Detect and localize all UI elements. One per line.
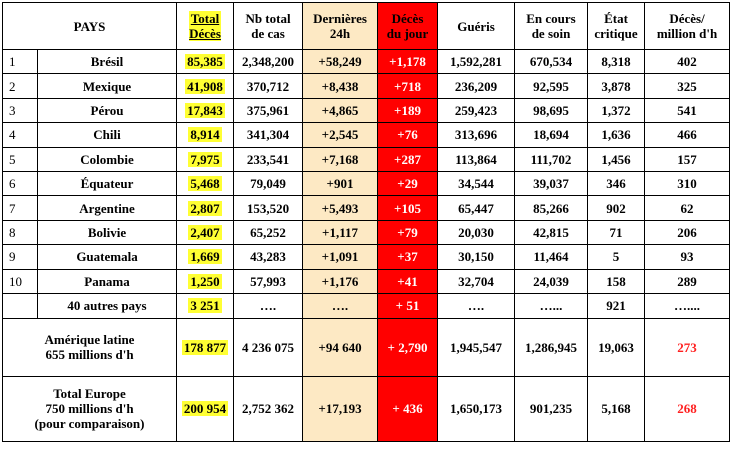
- others-gueris: ….: [438, 293, 515, 318]
- cell-rank: 8: [3, 220, 38, 244]
- cell-pays: Équateur: [38, 171, 177, 195]
- table-row: [3, 269, 730, 293]
- cell-deces-jour: +41: [378, 269, 438, 293]
- cell-total-deces: [177, 245, 234, 269]
- table-row: [3, 220, 730, 244]
- header-deces-jour: [378, 3, 438, 50]
- cell-total-deces: [177, 171, 234, 195]
- header-gueris-label: Guéris: [457, 18, 495, 34]
- cell-deces-million: 310: [645, 171, 730, 195]
- cell-en-cours: 24,039: [515, 269, 588, 293]
- others-total-deces: [177, 293, 234, 318]
- cell-rank: 2: [3, 74, 38, 98]
- latam-summary-row: [3, 318, 730, 376]
- cell-deces-jour: +37: [378, 245, 438, 269]
- header-deces-million-line1: Décès/: [669, 11, 705, 26]
- cell-deces-jour: +105: [378, 196, 438, 220]
- header-nb-total: [234, 3, 303, 50]
- cell-nb-total: 43,283: [234, 245, 303, 269]
- cell-en-cours: 85,266: [515, 196, 588, 220]
- cell-etat: 5: [588, 245, 645, 269]
- europe-pays-line3: (pour comparaison): [34, 416, 145, 432]
- cell-pays: Mexique: [38, 74, 177, 98]
- latam-pays-line1: Amérique latine: [44, 332, 135, 348]
- cell-pays: Argentine: [38, 196, 177, 220]
- cell-dernieres: +4,865: [303, 98, 378, 122]
- cell-deces-million: 62: [645, 196, 730, 220]
- cell-deces-million: 325: [645, 74, 730, 98]
- header-total-deces-line1: Total: [190, 11, 220, 26]
- table-row: [3, 196, 730, 220]
- latam-en-cours: 1,286,945: [515, 318, 588, 376]
- cell-dernieres: +901: [303, 171, 378, 195]
- header-pays: [3, 3, 177, 50]
- cell-rank: 4: [3, 123, 38, 147]
- europe-nb-total: 2,752 362: [234, 376, 303, 441]
- cell-rank: 7: [3, 196, 38, 220]
- europe-pays-line2: 750 millions d'h: [45, 401, 134, 417]
- cell-deces-jour: +76: [378, 123, 438, 147]
- header-en-cours: [515, 3, 588, 50]
- cell-etat: 158: [588, 269, 645, 293]
- header-nb-total-line2: de cas: [251, 26, 285, 41]
- latam-etat: 19,063: [588, 318, 645, 376]
- cell-rank: 10: [3, 269, 38, 293]
- cell-nb-total: 65,252: [234, 220, 303, 244]
- europe-total-deces: [177, 376, 234, 441]
- latam-deces-million: 273: [645, 318, 730, 376]
- cell-gueris: 113,864: [438, 147, 515, 171]
- cell-gueris: 65,447: [438, 196, 515, 220]
- cell-total-deces: [177, 269, 234, 293]
- cell-gueris: 236,209: [438, 74, 515, 98]
- header-deces-jour-line2: du jour: [386, 26, 429, 41]
- cell-total-deces: [177, 196, 234, 220]
- cell-nb-total: 233,541: [234, 147, 303, 171]
- europe-pays-line1: Total Europe: [53, 386, 126, 402]
- cell-total-deces: [177, 123, 234, 147]
- header-etat-line2: critique: [594, 26, 638, 41]
- cell-dernieres: +1,176: [303, 269, 378, 293]
- cell-rank: 5: [3, 147, 38, 171]
- cell-total-deces: [177, 50, 234, 74]
- cell-en-cours: 42,815: [515, 220, 588, 244]
- others-deces-million: …....: [645, 293, 730, 318]
- cell-etat: 71: [588, 220, 645, 244]
- cell-nb-total: 79,049: [234, 171, 303, 195]
- latam-gueris: 1,945,547: [438, 318, 515, 376]
- header-deces-million: [645, 3, 730, 50]
- cell-nb-total: 370,712: [234, 74, 303, 98]
- latam-total-deces-value: 178 877: [183, 339, 227, 355]
- header-dernieres-line2: 24h: [329, 26, 351, 41]
- cell-total-deces-value: 2,807: [190, 200, 220, 216]
- table-row: [3, 171, 730, 195]
- cell-deces-jour: +189: [378, 98, 438, 122]
- table-body: [3, 50, 730, 442]
- others-dernieres: ….: [303, 293, 378, 318]
- cell-nb-total: 57,993: [234, 269, 303, 293]
- header-total-deces-line2: Décès: [189, 26, 221, 41]
- cell-total-deces: [177, 74, 234, 98]
- cell-gueris: 1,592,281: [438, 50, 515, 74]
- cell-rank: 1: [3, 50, 38, 74]
- others-pays: 40 autres pays: [38, 293, 177, 318]
- header-etat: [588, 3, 645, 50]
- header-pays-label: PAYS: [73, 18, 106, 34]
- header-total-deces: [177, 3, 234, 50]
- cell-deces-jour: +1,178: [378, 50, 438, 74]
- header-etat-line1: État: [604, 11, 628, 26]
- cell-deces-million: 541: [645, 98, 730, 122]
- cell-rank: 9: [3, 245, 38, 269]
- header-en-cours-line2: de soin: [531, 26, 571, 41]
- cell-total-deces-value: 7,975: [190, 151, 220, 167]
- header-deces-jour-line1: Décès: [391, 11, 424, 26]
- cell-pays: Panama: [38, 269, 177, 293]
- cell-deces-million: 206: [645, 220, 730, 244]
- cell-deces-jour: +79: [378, 220, 438, 244]
- cell-deces-million: 93: [645, 245, 730, 269]
- cell-deces-jour: +29: [378, 171, 438, 195]
- cell-pays: Colombie: [38, 147, 177, 171]
- header-deces-million-line2: million d'h: [656, 26, 718, 41]
- cell-gueris: 32,704: [438, 269, 515, 293]
- cell-pays: Bolivie: [38, 220, 177, 244]
- cell-deces-million: 289: [645, 269, 730, 293]
- cell-etat: 1,636: [588, 123, 645, 147]
- latam-total-deces: [177, 318, 234, 376]
- cell-total-deces-value: 2,407: [190, 224, 220, 240]
- cell-en-cours: 11,464: [515, 245, 588, 269]
- europe-deces-million: 268: [645, 376, 730, 441]
- latam-pays: [3, 318, 177, 376]
- table-row: [3, 50, 730, 74]
- cell-deces-million: 402: [645, 50, 730, 74]
- europe-deces-jour: + 436: [378, 376, 438, 441]
- latam-dernieres: +94 640: [303, 318, 378, 376]
- others-nb-total: ….: [234, 293, 303, 318]
- cell-dernieres: +2,545: [303, 123, 378, 147]
- cell-pays: Pérou: [38, 98, 177, 122]
- header-row: [3, 3, 730, 50]
- cell-en-cours: 111,702: [515, 147, 588, 171]
- cell-total-deces-value: 5,468: [190, 176, 220, 192]
- cell-gueris: 259,423: [438, 98, 515, 122]
- others-etat: 921: [588, 293, 645, 318]
- europe-pays: [3, 376, 177, 441]
- others-en-cours: …...: [515, 293, 588, 318]
- others-deces-jour: + 51: [378, 293, 438, 318]
- cell-total-deces: [177, 98, 234, 122]
- cell-rank: 3: [3, 98, 38, 122]
- cell-dernieres: +8,438: [303, 74, 378, 98]
- cell-total-deces: [177, 220, 234, 244]
- europe-gueris: 1,650,173: [438, 376, 515, 441]
- cell-total-deces-value: 17,843: [187, 102, 223, 118]
- cell-gueris: 34,544: [438, 171, 515, 195]
- cell-total-deces-value: 8,914: [190, 127, 220, 143]
- cell-total-deces-value: 41,908: [187, 78, 223, 94]
- cell-gueris: 313,696: [438, 123, 515, 147]
- cell-etat: 346: [588, 171, 645, 195]
- cell-deces-million: 466: [645, 123, 730, 147]
- cell-total-deces: [177, 147, 234, 171]
- cell-etat: 1,456: [588, 147, 645, 171]
- cell-en-cours: 92,595: [515, 74, 588, 98]
- header-en-cours-line1: En cours: [526, 11, 576, 26]
- cell-en-cours: 670,534: [515, 50, 588, 74]
- cell-etat: 902: [588, 196, 645, 220]
- table-row: [3, 245, 730, 269]
- europe-en-cours: 901,235: [515, 376, 588, 441]
- cell-pays: Chili: [38, 123, 177, 147]
- others-total-deces-value: 3 251: [190, 298, 220, 314]
- latam-pays-line2: 655 millions d'h: [45, 347, 134, 363]
- cell-en-cours: 39,037: [515, 171, 588, 195]
- cell-en-cours: 18,694: [515, 123, 588, 147]
- covid-stats-table: [2, 2, 730, 442]
- cell-dernieres: +1,117: [303, 220, 378, 244]
- header-dernieres-line1: Dernières: [313, 11, 367, 26]
- cell-gueris: 20,030: [438, 220, 515, 244]
- table-row: [3, 123, 730, 147]
- cell-nb-total: 375,961: [234, 98, 303, 122]
- cell-nb-total: 341,304: [234, 123, 303, 147]
- europe-summary-row: [3, 376, 730, 441]
- table-row: [3, 147, 730, 171]
- cell-dernieres: +5,493: [303, 196, 378, 220]
- europe-total-deces-value: 200 954: [183, 401, 227, 417]
- cell-gueris: 30,150: [438, 245, 515, 269]
- latam-nb-total: 4 236 075: [234, 318, 303, 376]
- cell-etat: 3,878: [588, 74, 645, 98]
- cell-dernieres: +7,168: [303, 147, 378, 171]
- europe-etat: 5,168: [588, 376, 645, 441]
- latam-deces-jour: + 2,790: [378, 318, 438, 376]
- table-row: [3, 74, 730, 98]
- cell-etat: 8,318: [588, 50, 645, 74]
- cell-deces-jour: +718: [378, 74, 438, 98]
- cell-deces-million: 157: [645, 147, 730, 171]
- cell-deces-jour: +287: [378, 147, 438, 171]
- cell-nb-total: 2,348,200: [234, 50, 303, 74]
- cell-dernieres: +1,091: [303, 245, 378, 269]
- others-row: [3, 293, 730, 318]
- cell-total-deces-value: 85,385: [187, 54, 223, 70]
- cell-pays: Guatemala: [38, 245, 177, 269]
- cell-pays: Brésil: [38, 50, 177, 74]
- table-row: [3, 98, 730, 122]
- cell-etat: 1,372: [588, 98, 645, 122]
- cell-dernieres: +58,249: [303, 50, 378, 74]
- header-gueris: [438, 3, 515, 50]
- cell-nb-total: 153,520: [234, 196, 303, 220]
- cell-rank: 6: [3, 171, 38, 195]
- header-dernieres: [303, 3, 378, 50]
- header-nb-total-line1: Nb total: [245, 11, 291, 26]
- europe-dernieres: +17,193: [303, 376, 378, 441]
- cell-total-deces-value: 1,669: [190, 249, 220, 265]
- cell-en-cours: 98,695: [515, 98, 588, 122]
- others-rank: [3, 293, 38, 318]
- cell-total-deces-value: 1,250: [190, 273, 220, 289]
